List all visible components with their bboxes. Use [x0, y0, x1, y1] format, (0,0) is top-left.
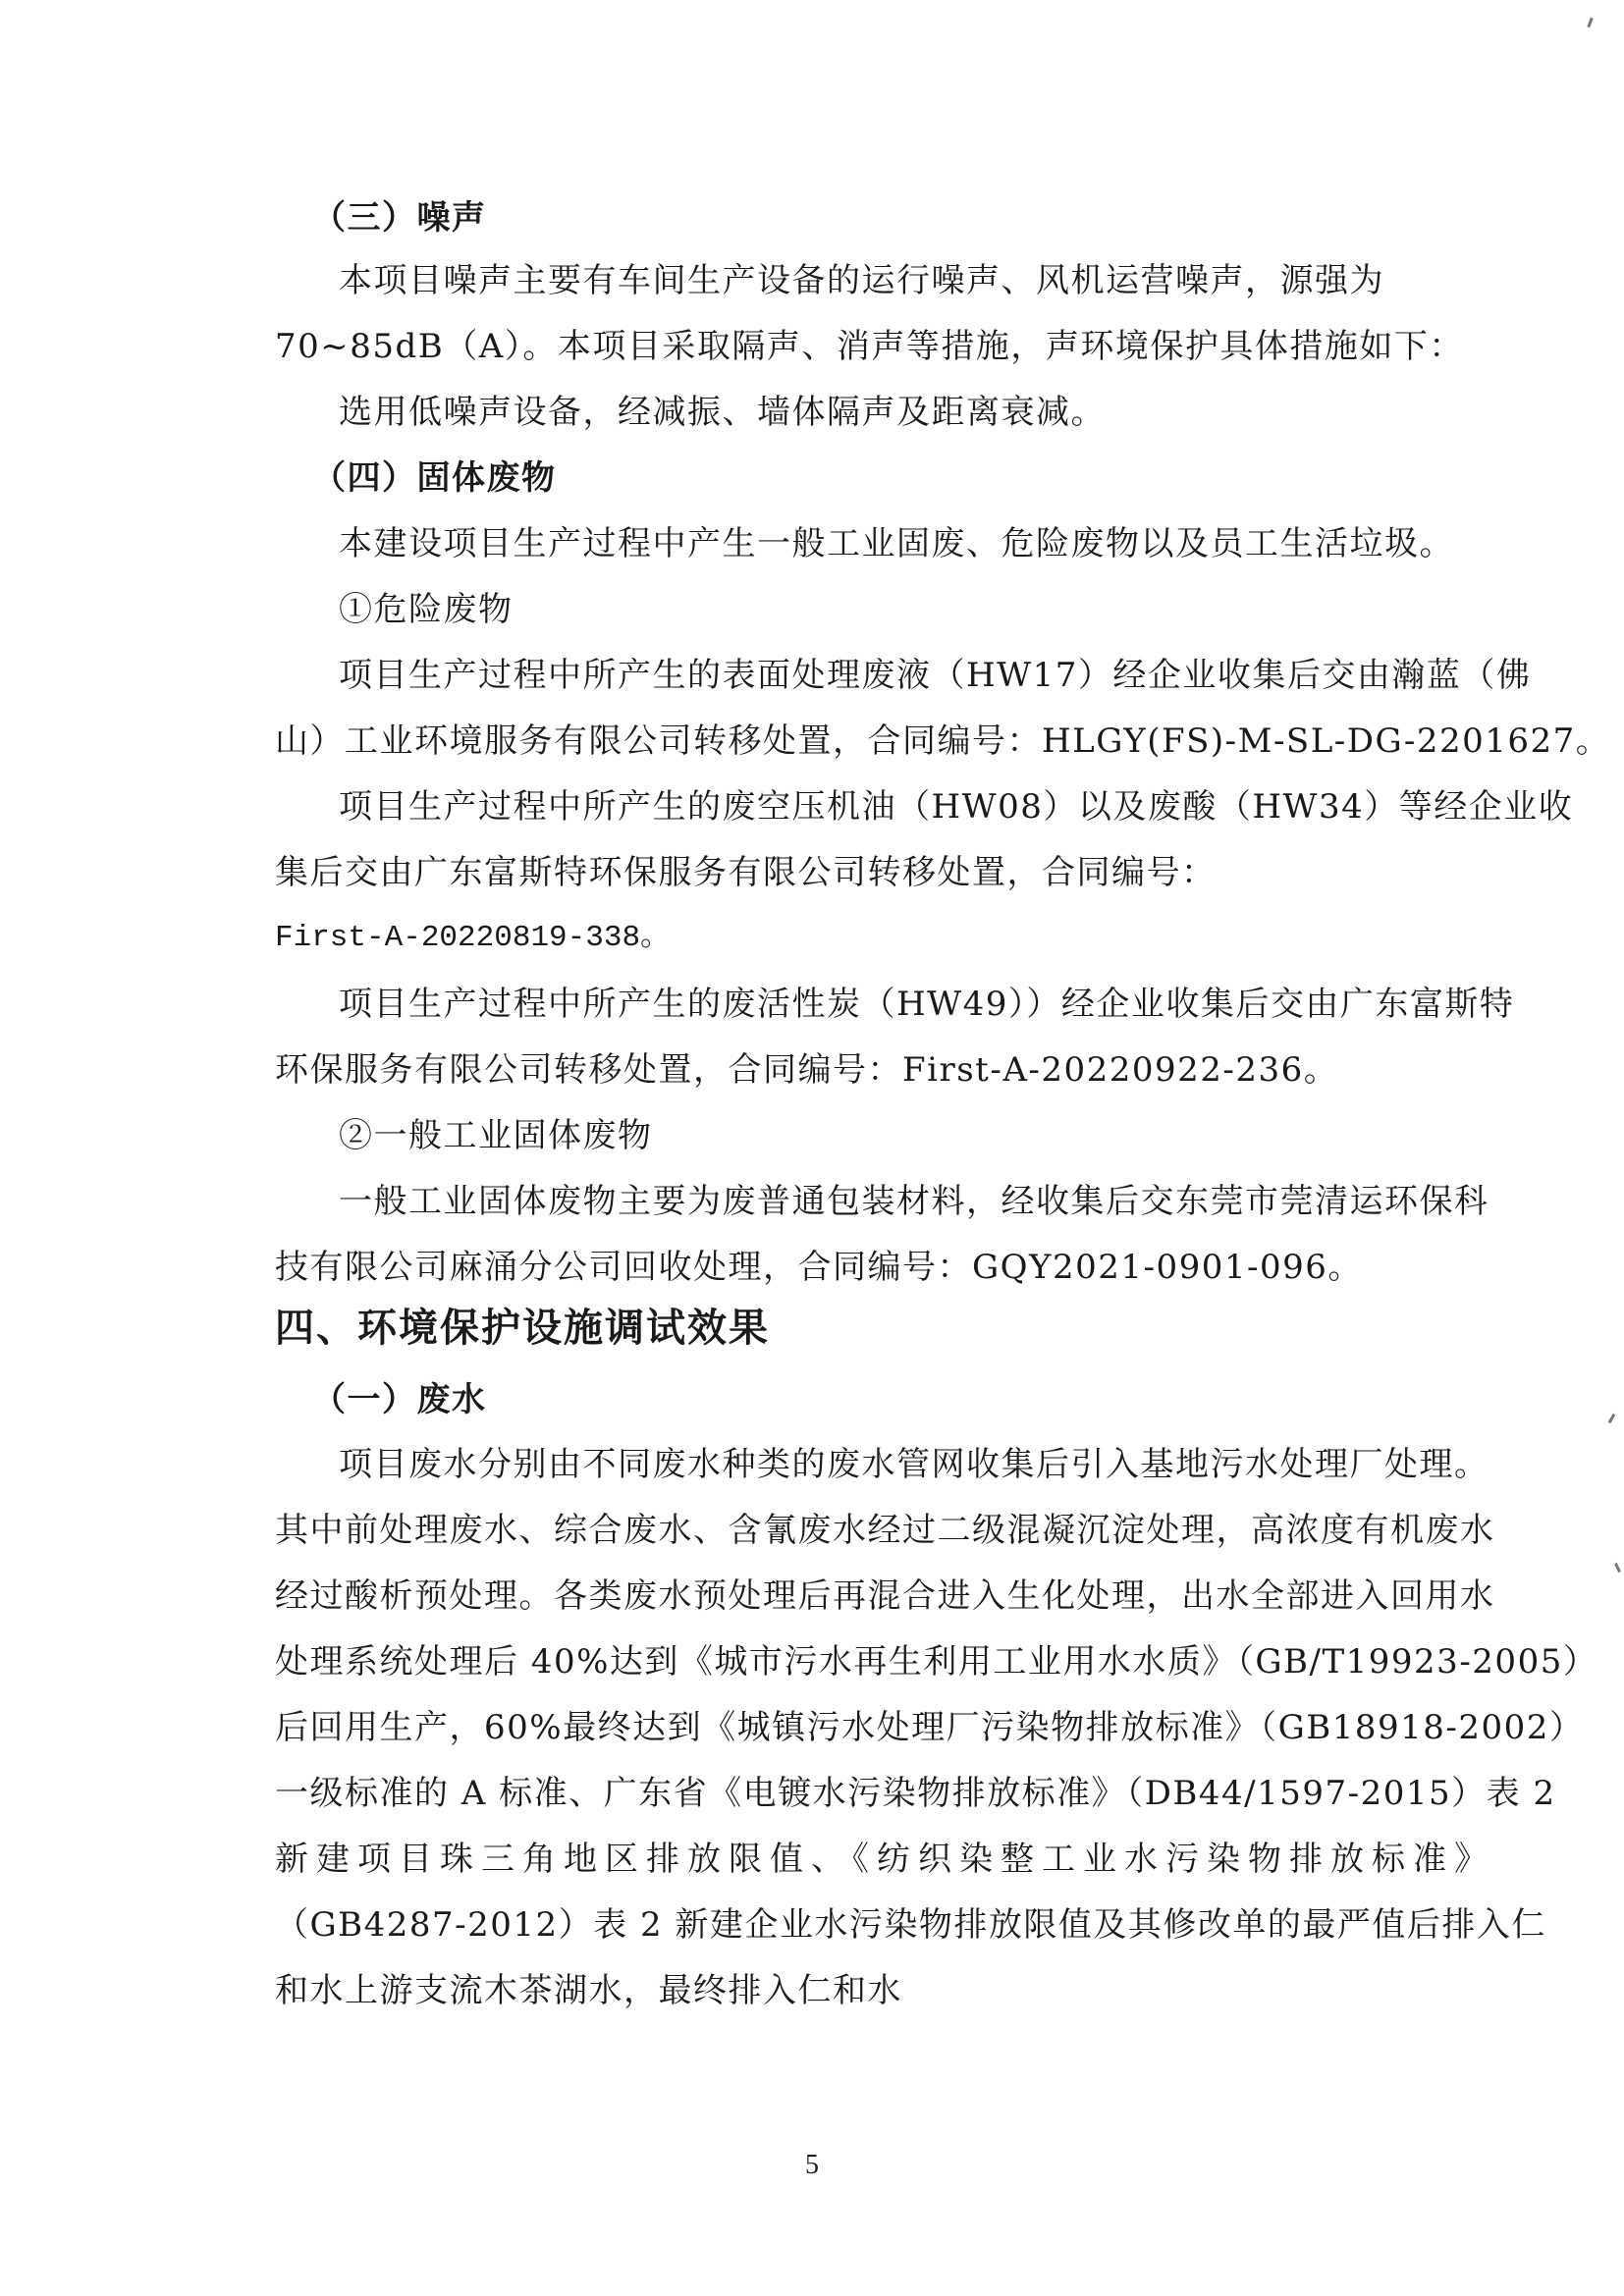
- scan-speck: [1608, 1414, 1616, 1423]
- paragraph-line: 新建项目珠三角地区排放限值、《纺织染整工业水污染物排放标准》: [275, 1840, 1495, 1879]
- subsection-title-general: ②一般工业固体废物: [339, 1116, 653, 1155]
- paragraph-line: 本建设项目生产过程中产生一般工业固废、危险废物以及员工生活垃圾。: [339, 524, 1454, 563]
- chapter-heading: 四、环境保护设施调试效果: [275, 1306, 770, 1351]
- paragraph-line: 一级标准的 A 标准、广东省《电镀水污染物排放标准》（DB44/1597-2015）表 2: [275, 1774, 1556, 1813]
- paragraph-line: 项目生产过程中所产生的废活性炭（HW49））经企业收集后交由广东富斯特: [339, 985, 1515, 1024]
- page-number: 5: [805, 2150, 819, 2180]
- scan-speck: [1614, 1563, 1621, 1573]
- paragraph-line: 处理系统处理后 40%达到《城市污水再生利用工业用水水质》（GB/T19923-2005）: [275, 1642, 1598, 1682]
- paragraph-line: 山）工业环境服务有限公司转移处置，合同编号：HLGY(FS)-M-SL-DG-2201627。: [275, 721, 1611, 761]
- paragraph-line: （GB4287-2012）表 2 新建企业水污染物排放限值及其修改单的最严值后排入仁: [275, 1905, 1546, 1945]
- paragraph-line: 集后交由广东富斯特环保服务有限公司转移处置，合同编号：: [275, 853, 1217, 892]
- section-heading-wastewater: （一）废水: [312, 1380, 487, 1419]
- section-heading-noise: （三）噪声: [312, 198, 487, 238]
- paragraph-line: 70~85dB（A）。本项目采取隔声、消声等措施，声环境保护具体措施如下：: [275, 327, 1464, 366]
- section-heading-solid-waste: （四）固体废物: [312, 458, 557, 498]
- paragraph-line: 后回用生产，60%最终达到《城镇污水处理厂污染物排放标准》（GB18918-2002）: [275, 1708, 1585, 1747]
- paragraph-line: 项目废水分别由不同废水种类的废水管网收集后引入基地污水处理厂处理。: [339, 1445, 1489, 1484]
- paragraph-line: 选用低噪声设备，经减振、墙体隔声及距离衰减。: [339, 393, 1106, 432]
- paragraph-line: 项目生产过程中所产生的表面处理废液（HW17）经企业收集后交由瀚蓝（佛: [339, 656, 1532, 695]
- paragraph-line: 环保服务有限公司转移处置，合同编号：First-A-20220922-236。: [275, 1050, 1339, 1090]
- paragraph-line: 其中前处理废水、综合废水、含氰废水经过二级混凝沉淀处理，高浓度有机废水: [275, 1511, 1495, 1550]
- paragraph-line: 经过酸析预处理。各类废水预处理后再混合进入生化处理，出水全部进入回用水: [275, 1576, 1495, 1616]
- subsection-title-hazardous: ①危险废物: [339, 590, 514, 629]
- paragraph-line: 技有限公司麻涌分公司回收处理，合同编号：GQY2021-0901-096。: [275, 1248, 1363, 1287]
- paragraph-line: 一般工业固体废物主要为废普通包装材料，经收集后交东莞市莞清运环保科: [339, 1182, 1489, 1221]
- paragraph-line: 和水上游支流木茶湖水，最终排入仁和水: [275, 1971, 902, 2010]
- paragraph-line: 项目生产过程中所产生的废空压机油（HW08）以及废酸（HW34）等经企业收: [339, 787, 1574, 827]
- paragraph-line: 本项目噪声主要有车间生产设备的运行噪声、风机运营噪声，源强为: [339, 261, 1384, 300]
- scan-speck: [1587, 18, 1593, 27]
- paragraph-line: First-A-20220819-338。: [275, 921, 672, 955]
